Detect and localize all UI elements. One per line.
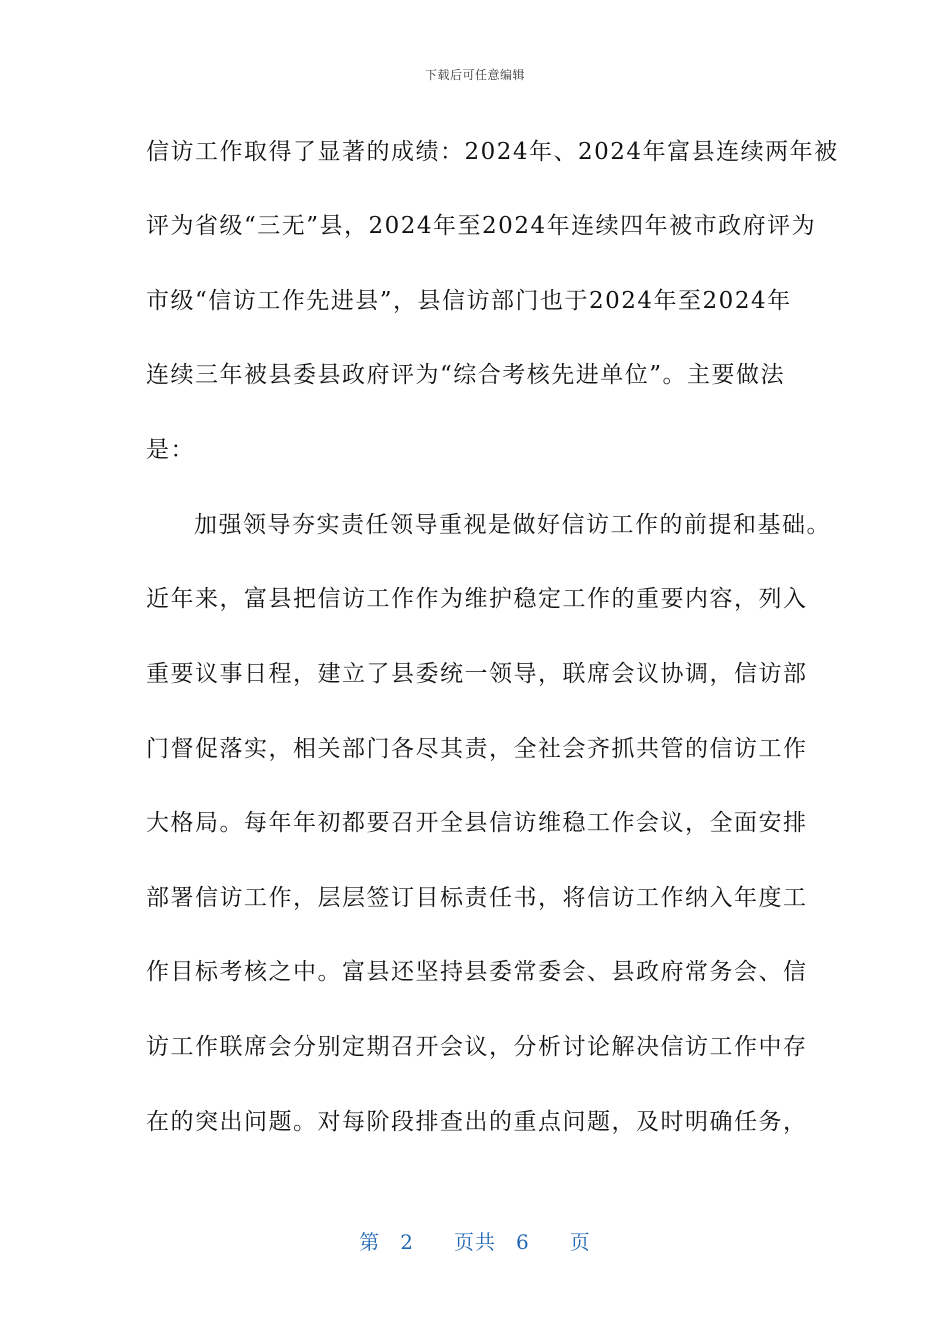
footer-middle: 页共 (454, 1230, 496, 1254)
text-line: 部署信访工作，层层签订目标责任书，将信访工作纳入年度工 (146, 885, 808, 911)
page-number-footer (0, 1226, 950, 1255)
footer-suffix: 页 (569, 1230, 591, 1254)
text-line: 是： (146, 437, 195, 463)
paragraph-first-line: 加强领导夯实责任领导重视是做好信访工作的前提和基础。 (194, 512, 831, 538)
text-line: 在的突出问题。对每阶段排查出的重点问题，及时明确任务， (146, 1109, 808, 1135)
text-line: 评为省级“三无”县，2024年至2024年连续四年被市政府评为 (146, 213, 817, 239)
text-line: 作目标考核之中。富县还坚持县委常委会、县政府常务会、信 (146, 959, 808, 985)
text-line: 信访工作取得了显著的成绩：2024年、2024年富县连续两年被 (146, 139, 839, 165)
text-line: 门督促落实，相关部门各尽其责，全社会齐抓共管的信访工作 (146, 736, 808, 762)
footer-prefix: 第 (359, 1230, 381, 1254)
text-line: 访工作联席会分别定期召开会议，分析讨论解决信访工作中存 (146, 1034, 808, 1060)
current-page-number: 2 (400, 1230, 414, 1254)
total-pages-number: 6 (516, 1230, 530, 1254)
text-line: 连续三年被县委县政府评为“综合考核先进单位”。主要做法 (146, 362, 786, 388)
text-line: 重要议事日程，建立了县委统一领导，联席会议协调，信访部 (146, 661, 808, 687)
text-line: 市级“信访工作先进县”，县信访部门也于2024年至2024年 (146, 288, 792, 314)
page-header-note: 下载后可任意编辑 (424, 68, 525, 82)
text-line: 大格局。每年年初都要召开全县信访维稳工作会议，全面安排 (146, 810, 808, 836)
text-line: 近年来，富县把信访工作作为维护稳定工作的重要内容，列入 (146, 586, 808, 612)
